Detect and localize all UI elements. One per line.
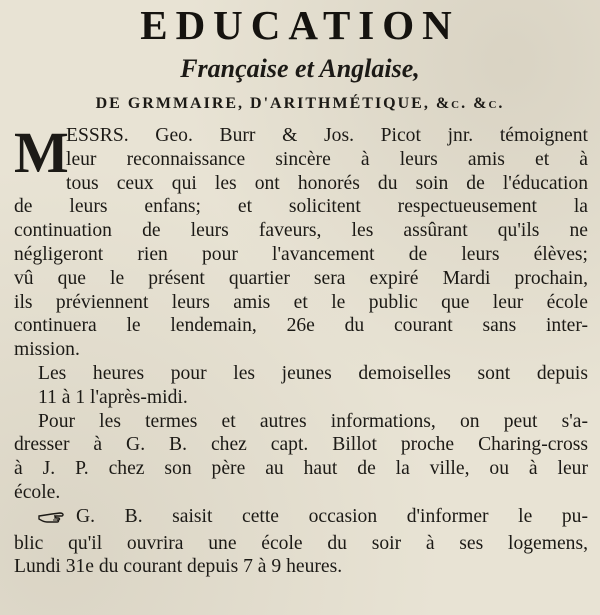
text-line: Pour les termes et autres informations, on peut s'a- — [38, 410, 588, 432]
text-line: ESSRS. Geo. Burr & Jos. Picot jnr. témoignent — [66, 125, 588, 146]
text-line: vû que le présent quartier sera expiré Mardi prochain, — [14, 267, 588, 289]
advert-body — [14, 120, 588, 579]
paragraph-hours — [14, 362, 588, 410]
text-line: à J. P. chez son père au haut de la ville, ou à leur — [14, 458, 588, 480]
paragraph-thanks — [14, 120, 588, 362]
text-line: ils préviennent leurs amis et le public que leur école — [14, 291, 588, 313]
subjects-text: DE GRMMAIRE, D'ARITHMÉTIQUE, &c. &c. — [95, 95, 505, 112]
paragraph-evening-school — [14, 505, 588, 579]
text-line: G. B. saisit cette occasion d'informer le pu- — [76, 505, 588, 527]
text-line-with-hand — [14, 505, 588, 532]
text-line: école. — [14, 481, 61, 503]
text-line: blic qu'il ouvrira une école du soir à ses logemens, — [14, 532, 588, 554]
text-line: dresser à G. B. chez capt. Billot proche Charing-cross — [14, 434, 588, 456]
text-line: tous ceux qui les ont honorés du soin de l'éducation — [66, 172, 588, 194]
text-line: continuation de leurs faveurs, les assûrant qu'ils ne — [14, 220, 588, 242]
advert-subjects-line — [0, 94, 600, 114]
text-line: de leurs enfans; et solicitent respectueusement la — [14, 196, 588, 218]
text-line: 11 à 1 l'après-midi. — [38, 386, 188, 408]
text-line: Lundi 31e du courant depuis 7 à 9 heures. — [14, 556, 343, 578]
advert-subtitle: Française et Anglaise, — [180, 54, 420, 83]
text-line: continuera le lendemain, 26e du courant sans inter- — [14, 315, 588, 337]
drop-cap: M — [14, 120, 69, 185]
advert-title: EDUCATION — [140, 2, 460, 48]
text-line: Les heures pour les jeunes demoiselles sont depuis — [38, 362, 588, 384]
text-line: leur reconnaissance sincère à leurs amis et à — [66, 148, 588, 170]
pointing-hand-icon — [38, 508, 68, 532]
paragraph-terms — [14, 410, 588, 505]
text-line: mission. — [14, 339, 80, 361]
text-line: négligeront rien pour l'avancement de leurs élèves; — [14, 243, 588, 265]
